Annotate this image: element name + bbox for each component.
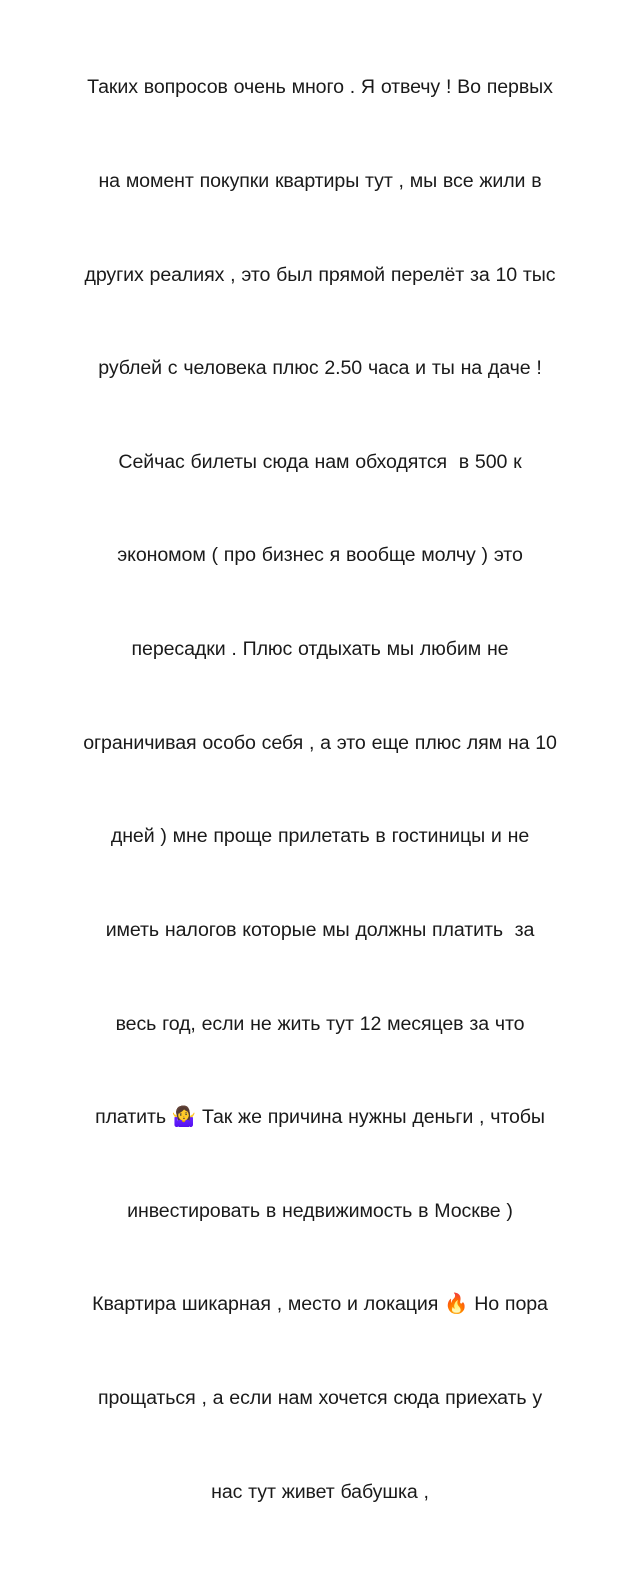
text-line: прощаться , а если нам хочется сюда приехать у xyxy=(97,1386,543,1409)
text-line: Квартира шикарная , место и локация 🔥 Но пора xyxy=(92,1293,548,1316)
text-line: платить 🤷‍♀️ Так же причина нужны деньги , чтобы xyxy=(95,1106,545,1129)
text-line: иметь налогов которые мы должны платить за xyxy=(105,918,535,941)
text-line: пересадки . Плюс отдыхать мы любим не xyxy=(131,638,509,661)
text-line: Таких вопросов очень много . Я отвечу ! Во первых xyxy=(87,76,553,99)
text-line: инвестировать в недвижимость в Москве ) xyxy=(127,1199,513,1222)
text-line: Сейчас билеты сюда нам обходятся в 500 к xyxy=(118,450,522,473)
text-line: экономом ( про бизнес я вообще молчу ) это xyxy=(117,544,523,567)
text-line: других реалиях , это был прямой перелёт за 10 тыс xyxy=(84,263,556,286)
text-line: ограничивая особо себя , а это еще плюс лям на 10 xyxy=(83,731,557,754)
text-line: дней ) мне проще прилетать в гостиницы и не xyxy=(110,825,530,848)
text-line: на момент покупки квартиры тут , мы все жили в xyxy=(98,170,542,193)
text-line: рублей с человека плюс 2.50 часа и ты на даче ! xyxy=(98,357,542,380)
text-line: весь год, если не жить тут 12 месяцев за что xyxy=(115,1012,525,1035)
story-text-block xyxy=(14,10,626,1570)
text-line: нас тут живет бабушка , xyxy=(211,1480,429,1503)
